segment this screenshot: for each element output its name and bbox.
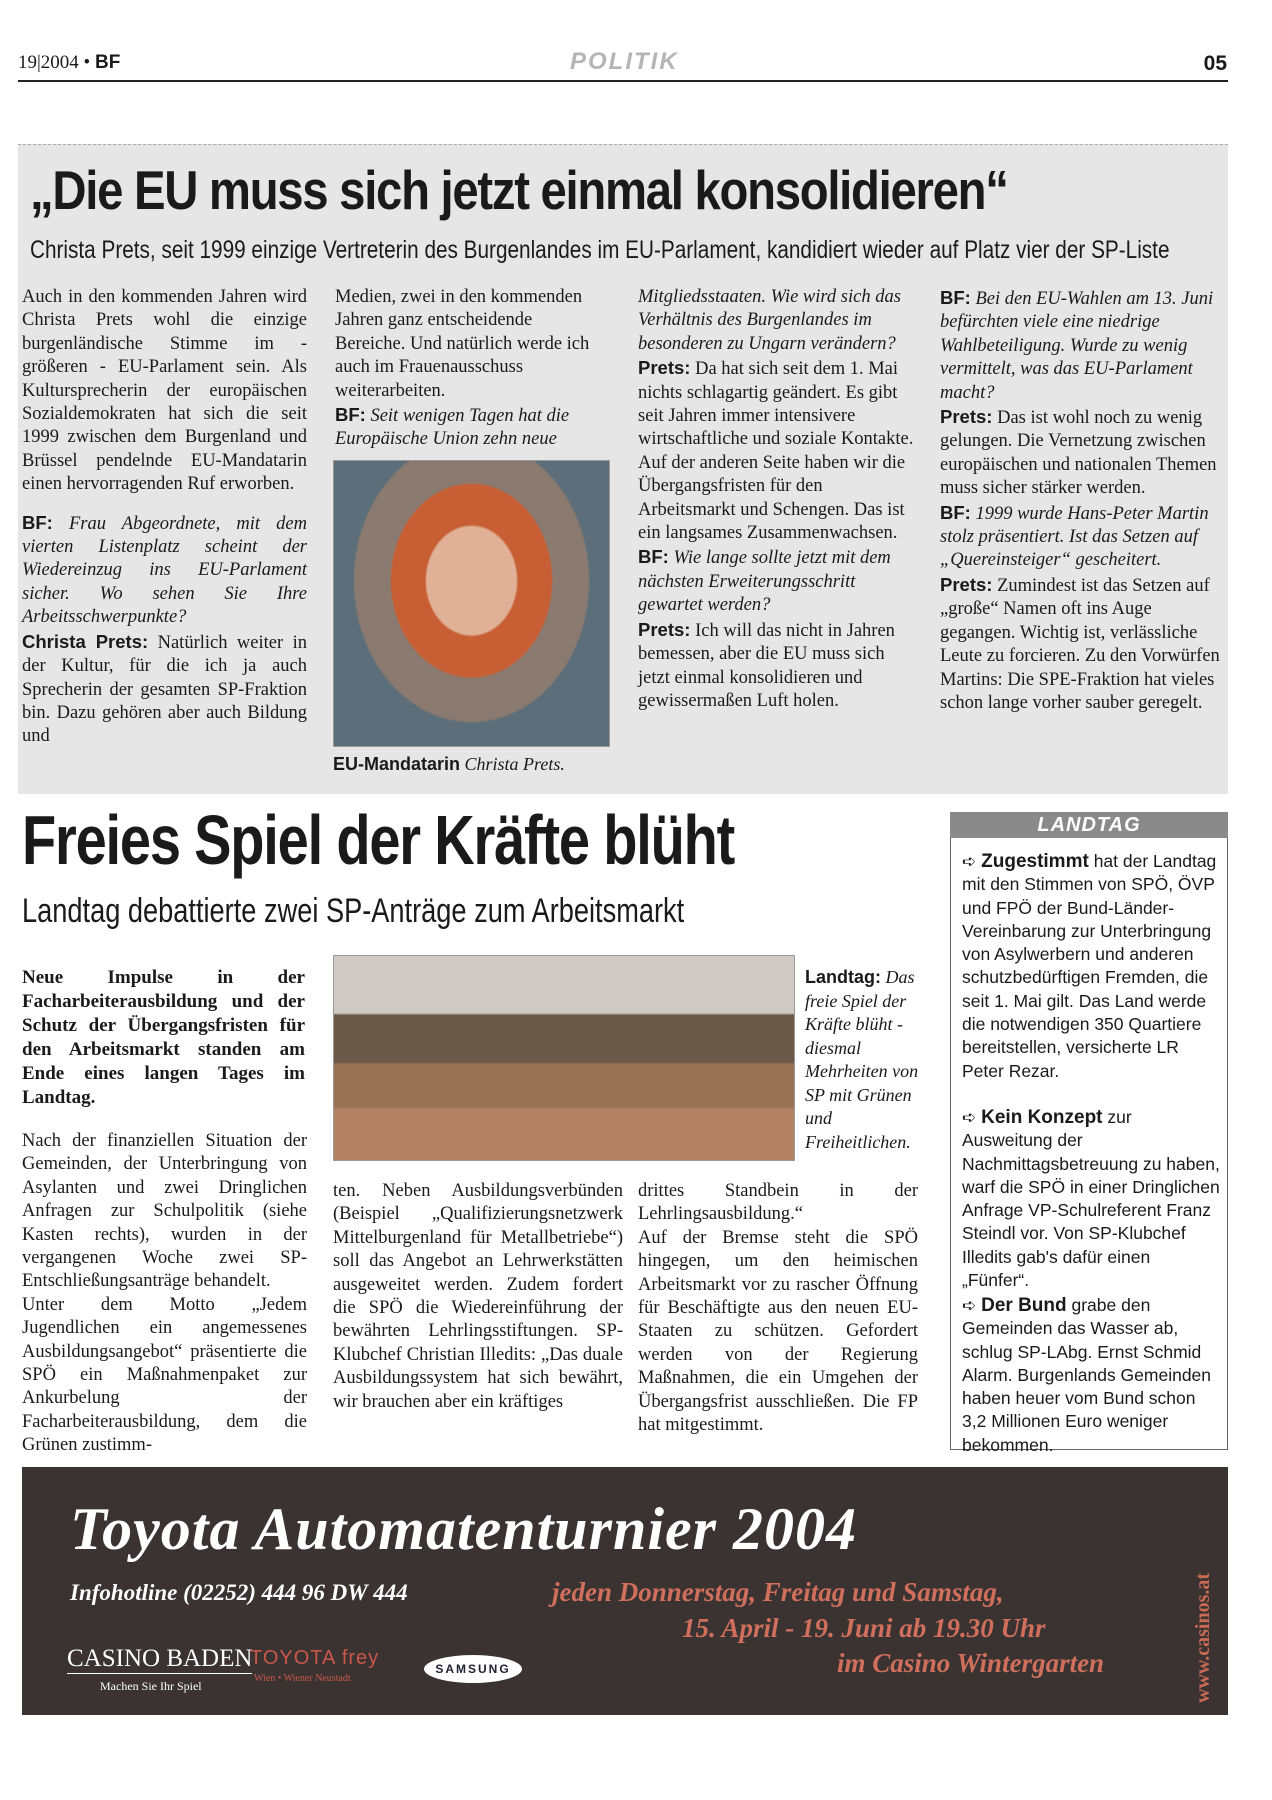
article-paragraph: ten. Neben Ausbildungsverbünden (Beispiel „Qualifizierungsnetzwerk Mittelburgenland für Metallbetriebe“) soll das Angebot an Lehrwerkstätten ausgeweitet werden. Zudem fordert die SPÖ die Wiedereinführung der bewährten Lehrlingsstiftungen. SP-Klubchef Christian Illedits: „Das duale Ausbildungssystem hat sich bewährt, wir brauchen aber ein kräftiges — [333, 1181, 623, 1412]
article-paragraph: Unter dem Motto „Jedem Jugendlichen ein angemessenes Ausbildungsangebot“ präsentierte die SPÖ ein Maßnahmenpaket zur Ankurbelung der Facharbeiterausbildung, dem die Grünen zustimm- — [22, 1294, 307, 1456]
sidebar-heading: LANDTAG — [950, 812, 1228, 838]
answer-5: Prets: Zumindest ist das Setzen auf „große“ Namen oft ins Auge gegangen. Wichtig ist, verlässliche Leute zu forcieren. Zu den Vorwürfen Martins: Die SPE-Fraktion hat vieles schon lange vorher sauber geregelt. — [940, 573, 1220, 713]
article-paragraph: Auf der Bremse steht die SPÖ hingegen, um den heimischen Arbeitsmarkt vor zu rascher Öffnung für Beschäftigte aus den neuen EU-Staaten zu schützen. Gefordert werden von der Regierung Maßnahmen, die ein Umgehen der Übergangsfrist ausschließen. Die FP hat mitgestimmt. — [638, 1227, 918, 1436]
question-3: BF: Wie lange sollte jetzt mit dem nächsten Erweiterungsschritt gewartet werden? — [638, 546, 891, 616]
ad-hotline: Infohotline (02252) 444 96 DW 444 — [70, 1580, 408, 1605]
arrow-icon: ➪ — [962, 852, 977, 871]
toyota-frey-locations: Wien • Wiener Neustadt — [254, 1673, 351, 1684]
samsung-logo: SAMSUNG — [424, 1655, 522, 1683]
arrow-icon: ➪ — [962, 1108, 977, 1127]
landtag-photo-caption: Landtag: Das freie Spiel der Kräfte blüht - diesmal Mehrheiten von SP mit Grünen und Freiheitlichen. — [805, 967, 919, 1152]
article-paragraph: Nach der finanziellen Situation der Gemeinden, der Unterbringung von Asylanten und zwei Dringlichen Anfragen zur Schulpolitik (siehe Kasten rechts), wurden in der vergangenen Woche zwei SP-Entschließungsanträge behandelt. — [22, 1131, 307, 1292]
publication-name: BF — [94, 52, 121, 73]
question-2: BF: Seit wenigen Tagen hat die Europäische Union zehn neue — [335, 404, 570, 450]
article-column-2 — [333, 1180, 623, 1414]
question-2-cont: Mitgliedsstaaten. Wie wird sich das Verhältnis des Burgenlandes im besonderen zu Ungarn verändern? — [638, 287, 901, 354]
ad-title: Toyota Automatenturnier 2004 — [70, 1496, 858, 1562]
interview-column-4 — [940, 286, 1220, 715]
casino-baden-slogan: Machen Sie Ihr Spiel — [100, 1679, 202, 1693]
article-column-1 — [22, 1130, 307, 1458]
question-1: BF: Frau Abgeordnete, mit dem vierten Listenplatz scheint der Wiedereinzug ins EU-Parlament sicher. Wo sehen Sie Ihre Arbeitsschwerpunkte? — [22, 511, 308, 628]
sidebar-item: ➪ Der Bund grabe den Gemeinden das Wasser ab, schlug SP-LAbg. Ernst Schmid Alarm. Burgenlands Gemeinden haben heuer vom Bund schon 3,2 Millionen Euro weniger bekommen. — [962, 1295, 1212, 1455]
answer-1: Christa Prets: Natürlich weiter in der Kultur, für die ich ja auch Sprecherin der gesamten SP-Fraktion bin. Dazu gehören aber auch Bildung und — [22, 630, 307, 747]
question-4: BF: Bei den EU-Wahlen am 13. Juni befürchten viele eine niedrige Wahlbeteiligung. Wurde zu wenig vermittelt, was das EU-Parlament macht? — [940, 287, 1214, 403]
section-title: POLITIK — [570, 48, 679, 75]
advertisement — [22, 1467, 1228, 1715]
ad-schedule-dates: 15. April - 19. Juni ab 19.30 Uhr — [682, 1613, 1046, 1643]
answer-3: Prets: Ich will das nicht in Jahren bemessen, aber die EU muss sich jetzt einmal konsolidieren und gewissermaßen Luft holen. — [638, 618, 895, 711]
article-column-3 — [638, 1180, 918, 1437]
portrait-photo — [333, 460, 610, 747]
ad-venue: im Casino Wintergarten — [837, 1648, 1105, 1678]
article-subtitle: Landtag debattierte zwei SP-Anträge zum Arbeitsmarkt — [22, 892, 685, 930]
answer-2: Prets: Da hat sich seit dem 1. Mai nichts schlagartig geändert. Es gibt seit Jahren immer intensivere wirtschaftliche und soziale Kontakte. Auf der anderen Seite haben wir die Übergangsfristen für den Arbeitsmarkt und Schengen. Das ist ein langsames Zusammenwachsen. — [638, 357, 914, 544]
answer-1-cont: Medien, zwei in den kommenden Jahren ganz entscheidende Bereiche. Und natürlich werde ich auch im Frauenausschuss weiterarbeiten. — [335, 287, 590, 401]
interview-column-2 — [335, 286, 607, 452]
answer-4: Prets: Das ist wohl noch zu wenig gelungen. Die Vernetzung zwischen europäischen und nationalen Themen muss sicher stärker werden. — [940, 406, 1217, 499]
casino-baden-logo: CASINO BADEN — [67, 1645, 253, 1672]
header-rule — [18, 80, 1228, 82]
landtag-photo — [333, 955, 795, 1161]
toyota-frey-logo: TOYOTA frey — [250, 1647, 380, 1669]
ad-url: www.casinos.at — [1192, 1572, 1214, 1703]
interview-column-1 — [22, 286, 307, 749]
interview-intro: Auch in den kommenden Jahren wird Christa Prets wohl die einzige burgenländische Stimme im - größeren - EU-Parlament sein. Als Kultursprecherin der europäischen Sozialdemokraten hat sich die seit 1999 zwischen dem Burgenland und Brüssel pendelnde EU-Mandatarin einen hervorragenden Ruf erworben. — [22, 287, 307, 495]
ad-schedule-days: jeden Donnerstag, Freitag und Samstag, — [552, 1577, 1004, 1607]
issue-header — [18, 52, 120, 74]
sidebar-item: ➪ Zugestimmt hat der Landtag mit den Stimmen von SPÖ, ÖVP und FPÖ der Bund-Länder-Vereinbarung zur Unterbringung von Asylwerbern und anderen schutzbedürftigen Fremden, die seit 1. Mai gilt. Das Land werde die notwendigen 350 Quartiere bereitstellen, versicherte LR Peter Rezar. — [962, 851, 1217, 1081]
portrait-caption: EU-Mandatarin Christa Prets. — [333, 754, 565, 774]
article-headline: Freies Spiel der Kräfte blüht — [22, 801, 735, 879]
arrow-icon: ➪ — [962, 1296, 977, 1315]
article-paragraph: drittes Standbein in der Lehrlingsausbildung.“ — [638, 1181, 918, 1225]
interview-headline: „Die EU muss sich jetzt einmal konsolidieren“ — [30, 159, 1008, 221]
sidebar-item: ➪ Kein Konzept zur Ausweitung der Nachmittagsbetreuung zu haben, warf die SPÖ in einer Dringlichen Anfrage VP-Schulreferent Franz Steindl vor. Von SP-Klubchef Illedits gab's dafür einen „Fünfer“. — [962, 1107, 1220, 1291]
page-number: 05 — [1203, 52, 1227, 75]
article-lead: Neue Impulse in der Facharbeiterausbildung und der Schutz der Übergangsfristen für den Arbeitsmarkt standen am Ende eines langen Tages im Landtag. — [22, 967, 305, 1108]
interview-subtitle: Christa Prets, seit 1999 einzige Vertreterin des Burgenlandes im EU-Parlament, kandidiert wieder auf Platz vier der SP-Liste — [30, 236, 1170, 264]
issue-number: 19|2004 • — [18, 52, 91, 73]
question-5: BF: 1999 wurde Hans-Peter Martin stolz präsentiert. Ist das Setzen auf „Quereinsteiger“ gescheitert. — [940, 501, 1209, 571]
interview-column-3 — [638, 286, 918, 713]
